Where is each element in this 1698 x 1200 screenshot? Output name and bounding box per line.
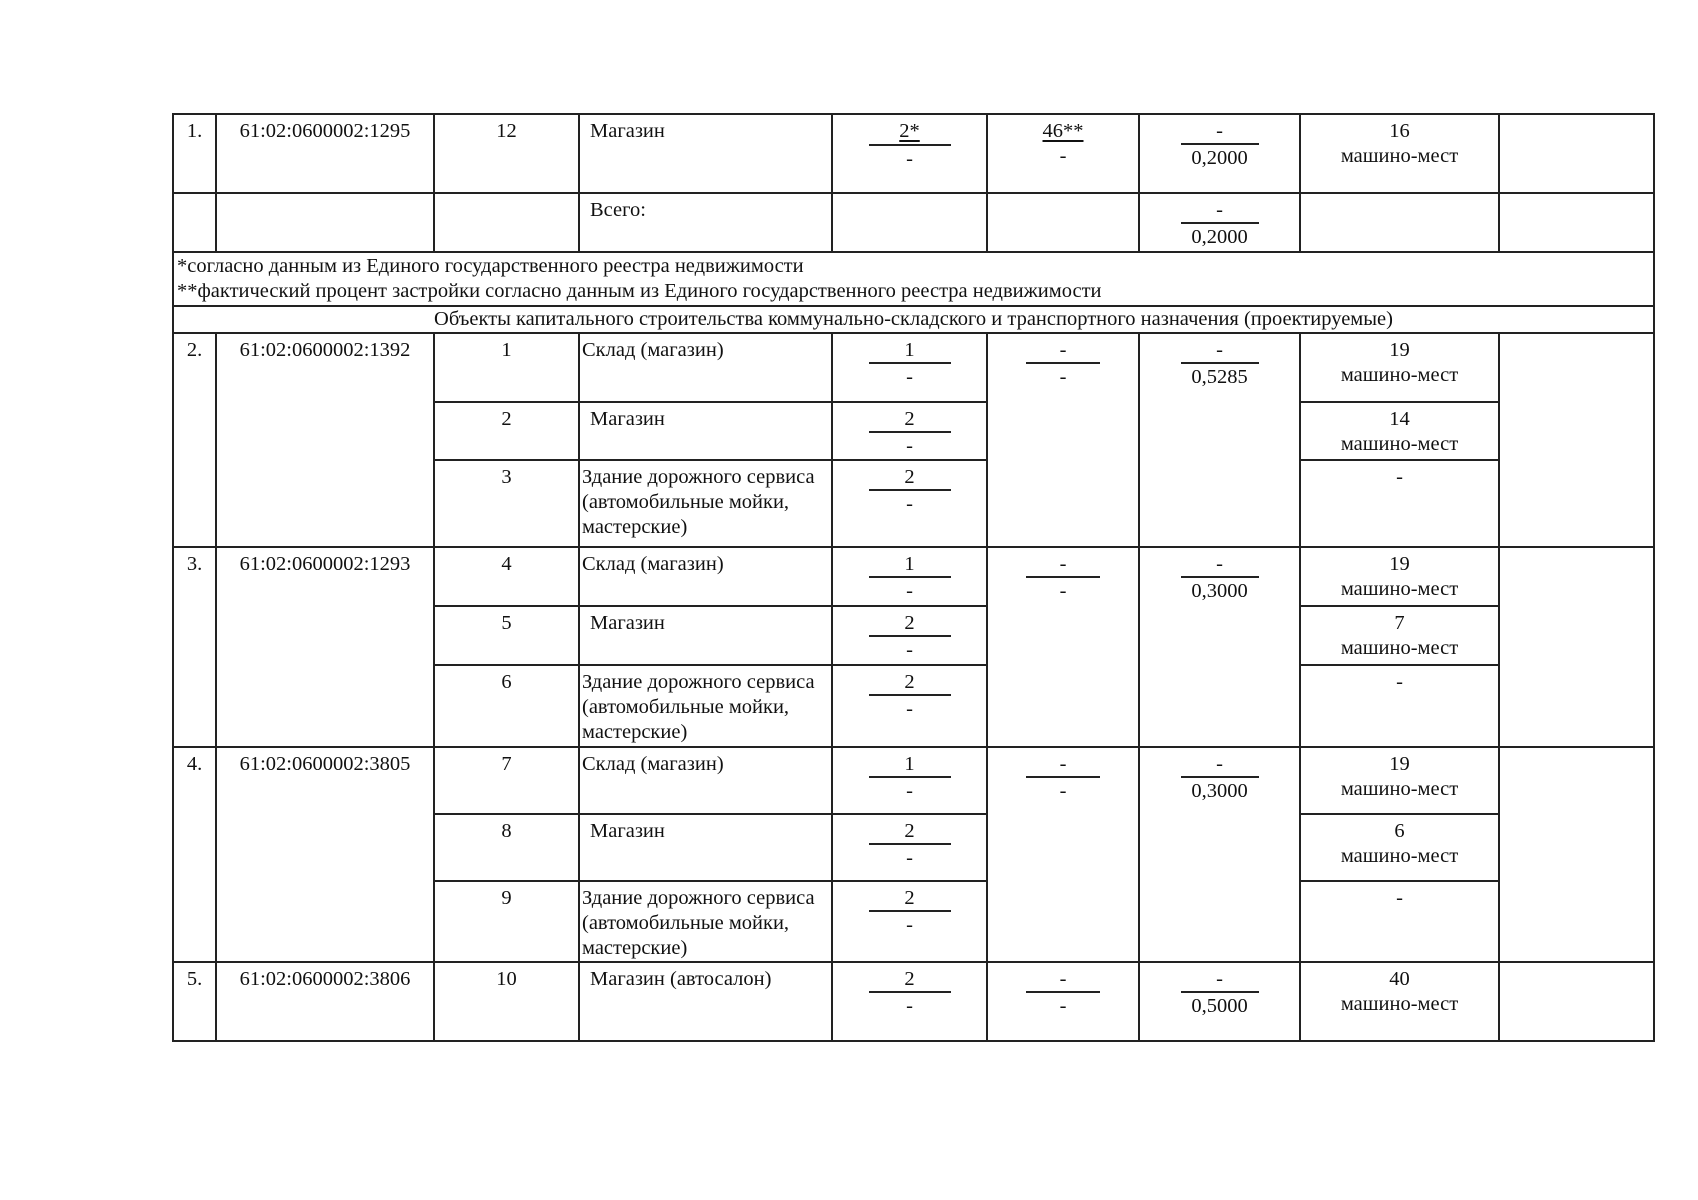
building-percent-top: -	[1026, 552, 1100, 578]
object-number: 2	[434, 402, 579, 460]
floors-cell	[832, 114, 987, 193]
parking-cell	[1300, 665, 1499, 747]
parking-unit: машино-мест	[1340, 778, 1459, 800]
empty-cell	[832, 193, 987, 252]
floors-bottom: -	[906, 639, 913, 661]
area-top: -	[1181, 552, 1259, 578]
parking-count: 6	[1394, 820, 1405, 842]
parking-count: -	[1396, 671, 1403, 693]
floors-top: 1	[869, 752, 951, 778]
building-percent-bottom: -	[1059, 145, 1067, 167]
objects-table	[172, 113, 1655, 1042]
floors-cell	[832, 665, 987, 747]
parking-cell	[1300, 333, 1499, 402]
building-percent-cell	[987, 747, 1139, 962]
table-row	[173, 747, 1654, 814]
area-top: -	[1181, 198, 1259, 224]
object-name: Склад (магазин)	[579, 333, 832, 402]
empty-cell	[1499, 333, 1654, 547]
empty-cell	[1499, 114, 1654, 193]
area-bottom: 0,2000	[1191, 147, 1248, 169]
empty-cell	[216, 193, 434, 252]
floors-bottom: -	[906, 780, 913, 802]
section-row	[173, 306, 1654, 333]
floors-top: 2*	[899, 120, 920, 142]
object-name: Здание дорожного сервиса (автомобильные мойки, мастерские)	[579, 881, 832, 962]
parking-count: 7	[1394, 612, 1405, 634]
row-number: 3.	[173, 547, 216, 747]
area-cell	[1139, 547, 1300, 747]
parking-unit: машино-мест	[1340, 433, 1459, 455]
floors-cell	[832, 962, 987, 1041]
object-number: 12	[434, 114, 579, 193]
area-bottom: 0,5285	[1191, 366, 1248, 388]
building-percent-top: -	[1026, 967, 1100, 993]
area-cell	[1139, 333, 1300, 547]
parking-count: 19	[1389, 339, 1410, 361]
total-label: Всего:	[579, 193, 832, 252]
building-percent-top: -	[1026, 752, 1100, 778]
table-row	[173, 114, 1654, 193]
building-percent-bottom: -	[1059, 995, 1067, 1017]
floors-bottom: -	[906, 995, 913, 1017]
object-name: Магазин	[579, 814, 832, 881]
area-top: -	[1181, 338, 1259, 364]
floors-bottom: -	[906, 914, 913, 936]
parking-unit: машино-мест	[1340, 637, 1459, 659]
parking-unit: машино-мест	[1340, 993, 1459, 1015]
floors-bottom: -	[906, 435, 913, 457]
building-percent-cell	[987, 962, 1139, 1041]
building-percent-bottom: -	[1059, 780, 1067, 802]
object-name: Склад (магазин)	[579, 747, 832, 814]
object-number: 10	[434, 962, 579, 1041]
object-name: Магазин	[579, 402, 832, 460]
floors-bottom: -	[906, 698, 913, 720]
parking-cell	[1300, 606, 1499, 665]
cadastral-number: 61:02:0600002:3805	[216, 747, 434, 962]
parking-count: 19	[1389, 753, 1410, 775]
cadastral-number: 61:02:0600002:1392	[216, 333, 434, 547]
empty-cell	[1499, 747, 1654, 962]
area-cell	[1139, 747, 1300, 962]
building-percent-top: 46**	[1042, 120, 1084, 142]
object-number: 9	[434, 881, 579, 962]
object-number: 4	[434, 547, 579, 606]
object-name: Магазин (автосалон)	[579, 962, 832, 1041]
floors-top: 2	[869, 819, 951, 845]
floors-cell	[832, 747, 987, 814]
empty-cell	[173, 193, 216, 252]
section-title: Объекты капитального строительства коммунально-складского и транспортного назначения (проектируемые)	[173, 306, 1654, 333]
cadastral-number: 61:02:0600002:1295	[216, 114, 434, 193]
object-name: Магазин	[579, 606, 832, 665]
area-top: -	[1181, 119, 1259, 145]
parking-cell	[1300, 114, 1499, 193]
building-percent-bottom: -	[1059, 580, 1067, 602]
row-number: 5.	[173, 962, 216, 1041]
parking-unit: машино-мест	[1340, 845, 1459, 867]
table-row	[173, 962, 1654, 1041]
floors-top: 2	[869, 967, 951, 993]
parking-count: -	[1396, 466, 1403, 488]
floors-top: 1	[869, 338, 951, 364]
floors-bottom: -	[906, 493, 913, 515]
area-cell	[1139, 962, 1300, 1041]
object-name: Магазин	[579, 114, 832, 193]
area-top: -	[1181, 752, 1259, 778]
object-number: 6	[434, 665, 579, 747]
building-percent-cell	[987, 333, 1139, 547]
table-row	[173, 547, 1654, 606]
table-row	[173, 333, 1654, 402]
area-bottom: 0,3000	[1191, 580, 1248, 602]
notes-row	[173, 252, 1654, 306]
area-bottom: 0,5000	[1191, 995, 1248, 1017]
parking-cell	[1300, 460, 1499, 547]
parking-cell	[1300, 402, 1499, 460]
floors-top: 2	[869, 407, 951, 433]
floors-cell	[832, 402, 987, 460]
floors-cell	[832, 333, 987, 402]
floors-bottom: -	[906, 148, 913, 170]
floors-top: 1	[869, 552, 951, 578]
parking-unit: машино-мест	[1340, 578, 1459, 600]
footnote-1: *согласно данным из Единого государственного реестра недвижимости	[177, 255, 804, 277]
building-percent-bottom: -	[1059, 366, 1067, 388]
floors-top: 2	[869, 611, 951, 637]
footnotes	[173, 252, 1654, 306]
object-number: 8	[434, 814, 579, 881]
object-number: 7	[434, 747, 579, 814]
parking-cell	[1300, 881, 1499, 962]
floors-cell	[832, 606, 987, 665]
parking-count: -	[1396, 887, 1403, 909]
floors-cell	[832, 460, 987, 547]
total-row	[173, 193, 1654, 252]
parking-count: 40	[1389, 968, 1410, 990]
empty-cell	[1499, 547, 1654, 747]
cadastral-number: 61:02:0600002:3806	[216, 962, 434, 1041]
area-cell	[1139, 193, 1300, 252]
empty-cell	[987, 193, 1139, 252]
row-number: 2.	[173, 333, 216, 547]
cadastral-number: 61:02:0600002:1293	[216, 547, 434, 747]
parking-cell	[1300, 962, 1499, 1041]
floors-bottom: -	[906, 366, 913, 388]
floors-cell	[832, 814, 987, 881]
object-name: Склад (магазин)	[579, 547, 832, 606]
floors-top: 2	[869, 670, 951, 696]
floors-bottom: -	[906, 847, 913, 869]
building-percent-top: -	[1026, 338, 1100, 364]
area-bottom: 0,2000	[1191, 226, 1248, 248]
parking-count: 14	[1389, 408, 1410, 430]
parking-count: 16	[1389, 120, 1410, 142]
building-percent-cell	[987, 114, 1139, 193]
floors-top: 2	[869, 886, 951, 912]
row-number: 1.	[173, 114, 216, 193]
building-percent-cell	[987, 547, 1139, 747]
object-number: 3	[434, 460, 579, 547]
empty-cell	[434, 193, 579, 252]
parking-count: 19	[1389, 553, 1410, 575]
floors-bottom: -	[906, 580, 913, 602]
floors-top: 2	[869, 465, 951, 491]
parking-cell	[1300, 814, 1499, 881]
area-top: -	[1181, 967, 1259, 993]
area-cell	[1139, 114, 1300, 193]
parking-unit: машино-мест	[1340, 145, 1459, 167]
parking-unit: машино-мест	[1340, 364, 1459, 386]
empty-cell	[1499, 193, 1654, 252]
row-number: 4.	[173, 747, 216, 962]
empty-cell	[1300, 193, 1499, 252]
object-name: Здание дорожного сервиса (автомобильные мойки, мастерские)	[579, 460, 832, 547]
object-number: 1	[434, 333, 579, 402]
parking-cell	[1300, 747, 1499, 814]
object-name: Здание дорожного сервиса (автомобильные мойки, мастерские)	[579, 665, 832, 747]
parking-cell	[1300, 547, 1499, 606]
area-bottom: 0,3000	[1191, 780, 1248, 802]
floors-cell	[832, 881, 987, 962]
object-number: 5	[434, 606, 579, 665]
empty-cell	[1499, 962, 1654, 1041]
footnote-2: **фактический процент застройки согласно данным из Единого государственного реестра недвижимости	[177, 280, 1102, 302]
floors-cell	[832, 547, 987, 606]
